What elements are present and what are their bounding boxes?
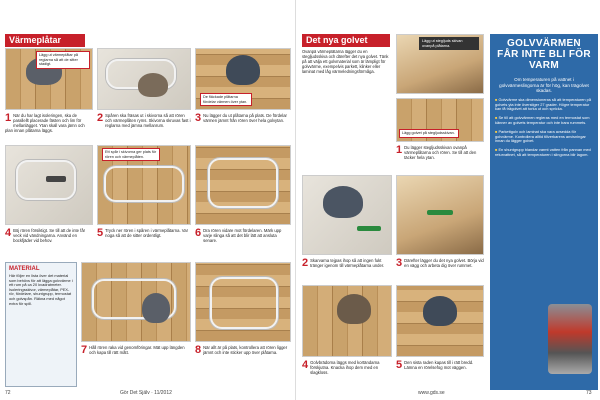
caption-r-3: 3 Därefter lägger du det nya golvet. Börja vid en vägg och arbeta dig över rummet. <box>396 257 484 269</box>
left-page <box>0 0 296 400</box>
photo-step-4 <box>5 145 93 225</box>
photo-r-2 <box>396 98 484 142</box>
sidebar-intro: Om temperaturen på vattnet i golvvärmeslingorna är för hög, kan trägolvet skadas. <box>499 77 589 94</box>
sidebar-fact-box <box>490 34 598 390</box>
caption-r-2: 2 Skarvarna tejpas ihop så att ingen fukt tränger igenom till värmeplåtarna under. <box>302 257 385 269</box>
caption-7: 7 Håll rören raka vid genomföringar. Mät upp längden och kapa till rätt mått. <box>81 344 185 356</box>
caption-r-4: 4 Golvbrädorna läggs med kortändarna förskjutna. Knacka ihop dem med en slagkloss. <box>302 359 380 375</box>
photo-tag-r-mid: Lägg golvet på stegljudsskivan. <box>399 129 459 138</box>
green-tape <box>427 210 453 215</box>
section-title-right: Det nya golvet <box>302 34 390 47</box>
material-box <box>5 262 77 387</box>
pipe-loop <box>208 158 278 208</box>
sidebar-para-4: ■ En shuntgrupp blandar varmt vatten från pannan med returvattnet, så att temperaturen i slingorna blir lagom. <box>495 147 591 157</box>
photo-r-3 <box>302 175 392 255</box>
intro-text: Ovanpå värmeplåtarna lägger du en stegljudsskiva och därefter det nya golvet. Tänk på att välja ett golvmaterial som är lämpligt för golvvärme, exempelvis parkett, klinker eller laminat med låg värmeledningsförmåga. <box>302 50 389 74</box>
photo-step-2 <box>97 48 191 110</box>
footer-site: www.gds.se <box>418 390 445 396</box>
sidebar-para-3: ■ Parkettgolv och laminat ska vara avsedda för golvvärme. Kontrollera alltid tillverkarens anvisningar innan du lägger golvet. <box>495 128 586 144</box>
person-figure <box>142 293 170 323</box>
photo-r-1 <box>396 34 484 94</box>
photo-tag-top-left: Lägg ut värmeplåtar på reglarna så att de sitter stadigt. <box>36 51 90 69</box>
sidebar-para-2: ■ Se till att golvvärmen regleras med en termostat som känner av golvets temperatur och inte bara rummets. <box>495 115 590 125</box>
material-text: Här följer en lista över det material som behövs för att lägga golvvärme i ett rum på ca 20 kvadratmeter. Isoleringsskivor, värmeplåtar, PEX-rör, fördelare, shuntgrupp, termostat och golvspån. Räkna med något extra för spill. <box>9 273 73 306</box>
bullet-icon: ■ <box>495 96 499 102</box>
footer-magazine: Gör Det Själv · 11/2012 <box>120 390 172 396</box>
section-title-left: Värmeplåtar <box>5 34 85 47</box>
photo-tag-mid: De fläckade plåtarna fördelar värmen över ytan. <box>200 93 252 106</box>
green-tape <box>357 226 381 231</box>
bullet-icon: ■ <box>495 147 499 153</box>
sidebar-para-1: ■ Golvvärme ska dimensioneras så att temperaturen på golvets yta inte överstiger 27 grader. Högre temperatur kan få trägolvet att torka ut och spricka. <box>495 96 591 112</box>
person-figure <box>138 73 168 97</box>
caption-4: 4 Böj rören försiktigt. Se till att de inte får veck vid vändningarna. Använd en bockfjäder vid behov. <box>5 227 86 243</box>
caption-r-5: 5 Den sista raden kapas till i rätt bredd. Lämna en rörelsefog mot väggen. <box>396 359 474 371</box>
caption-2: 2 Spåren ska fräsas ut i skivorna så att rören och värmeplåten ryms. Skivorna skruvas fast i reglarna med jämna mellanrum. <box>97 112 191 128</box>
photo-tag-r-top: Lägg ut stegljuds skivan ovanpå plåtarna. <box>419 37 479 50</box>
photo-step-6 <box>195 145 291 225</box>
photo-step-3 <box>195 48 291 110</box>
caption-6: 6 Dra rören vidare mot fördelaren. Märk upp varje slinga så att det blir lätt att ansluta senare. <box>195 227 282 243</box>
photo-step-1 <box>5 48 93 110</box>
material-title: MATERIAL <box>9 266 40 272</box>
photo-step-7 <box>81 262 191 342</box>
bullet-icon: ■ <box>495 128 499 134</box>
pipe-loop <box>104 166 184 202</box>
person-figure <box>337 294 371 324</box>
photo-step-5 <box>97 145 191 225</box>
person-figure <box>323 186 363 218</box>
caption-5: 5 Tryck ner rören i spåren i värmeplåtarna. Var noga så att de sitter ordentligt. <box>97 227 188 239</box>
caption-r-1: 1 Du lägger stegljudsskivan ovanpå värmeplåtarna och rören. Se till att den täcker hela ytan. <box>396 144 477 160</box>
photo-tag-pipe: Ett spår i skivorna ger plats för rören och värmeplåten. <box>102 148 160 161</box>
photo-step-8 <box>195 262 291 342</box>
page-number-right: 73 <box>586 390 592 396</box>
sidebar-title: GOLVVÄRMEN FÅR INTE BLI FÖR VARM <box>497 38 591 71</box>
caption-8: 8 När allt är på plats, kontrollera att rören ligger jämnt och inte sticker upp över plåtarna. <box>195 344 288 356</box>
person-figure <box>226 55 260 85</box>
caption-1: 1 När du har lagt isoleringen, ska de parallellt placerade fästen och lim för mellanlägget. Ytan skall vara jämn och plan innan plåtarna läggs. <box>5 112 85 133</box>
page-number-left: 72 <box>5 390 11 396</box>
person-figure <box>423 296 457 326</box>
tool <box>46 176 66 182</box>
photo-r-4 <box>396 175 484 255</box>
shunt-pump-photo <box>548 304 592 374</box>
pipe-loop <box>210 277 278 329</box>
photo-r-5 <box>302 285 392 357</box>
caption-3: 3 Nu lägger du ut plåtarna på plats. De fördelar värmen jämnt från rören över hela golvytan. <box>195 112 287 124</box>
photo-r-6 <box>396 285 484 357</box>
bullet-icon: ■ <box>495 115 499 121</box>
